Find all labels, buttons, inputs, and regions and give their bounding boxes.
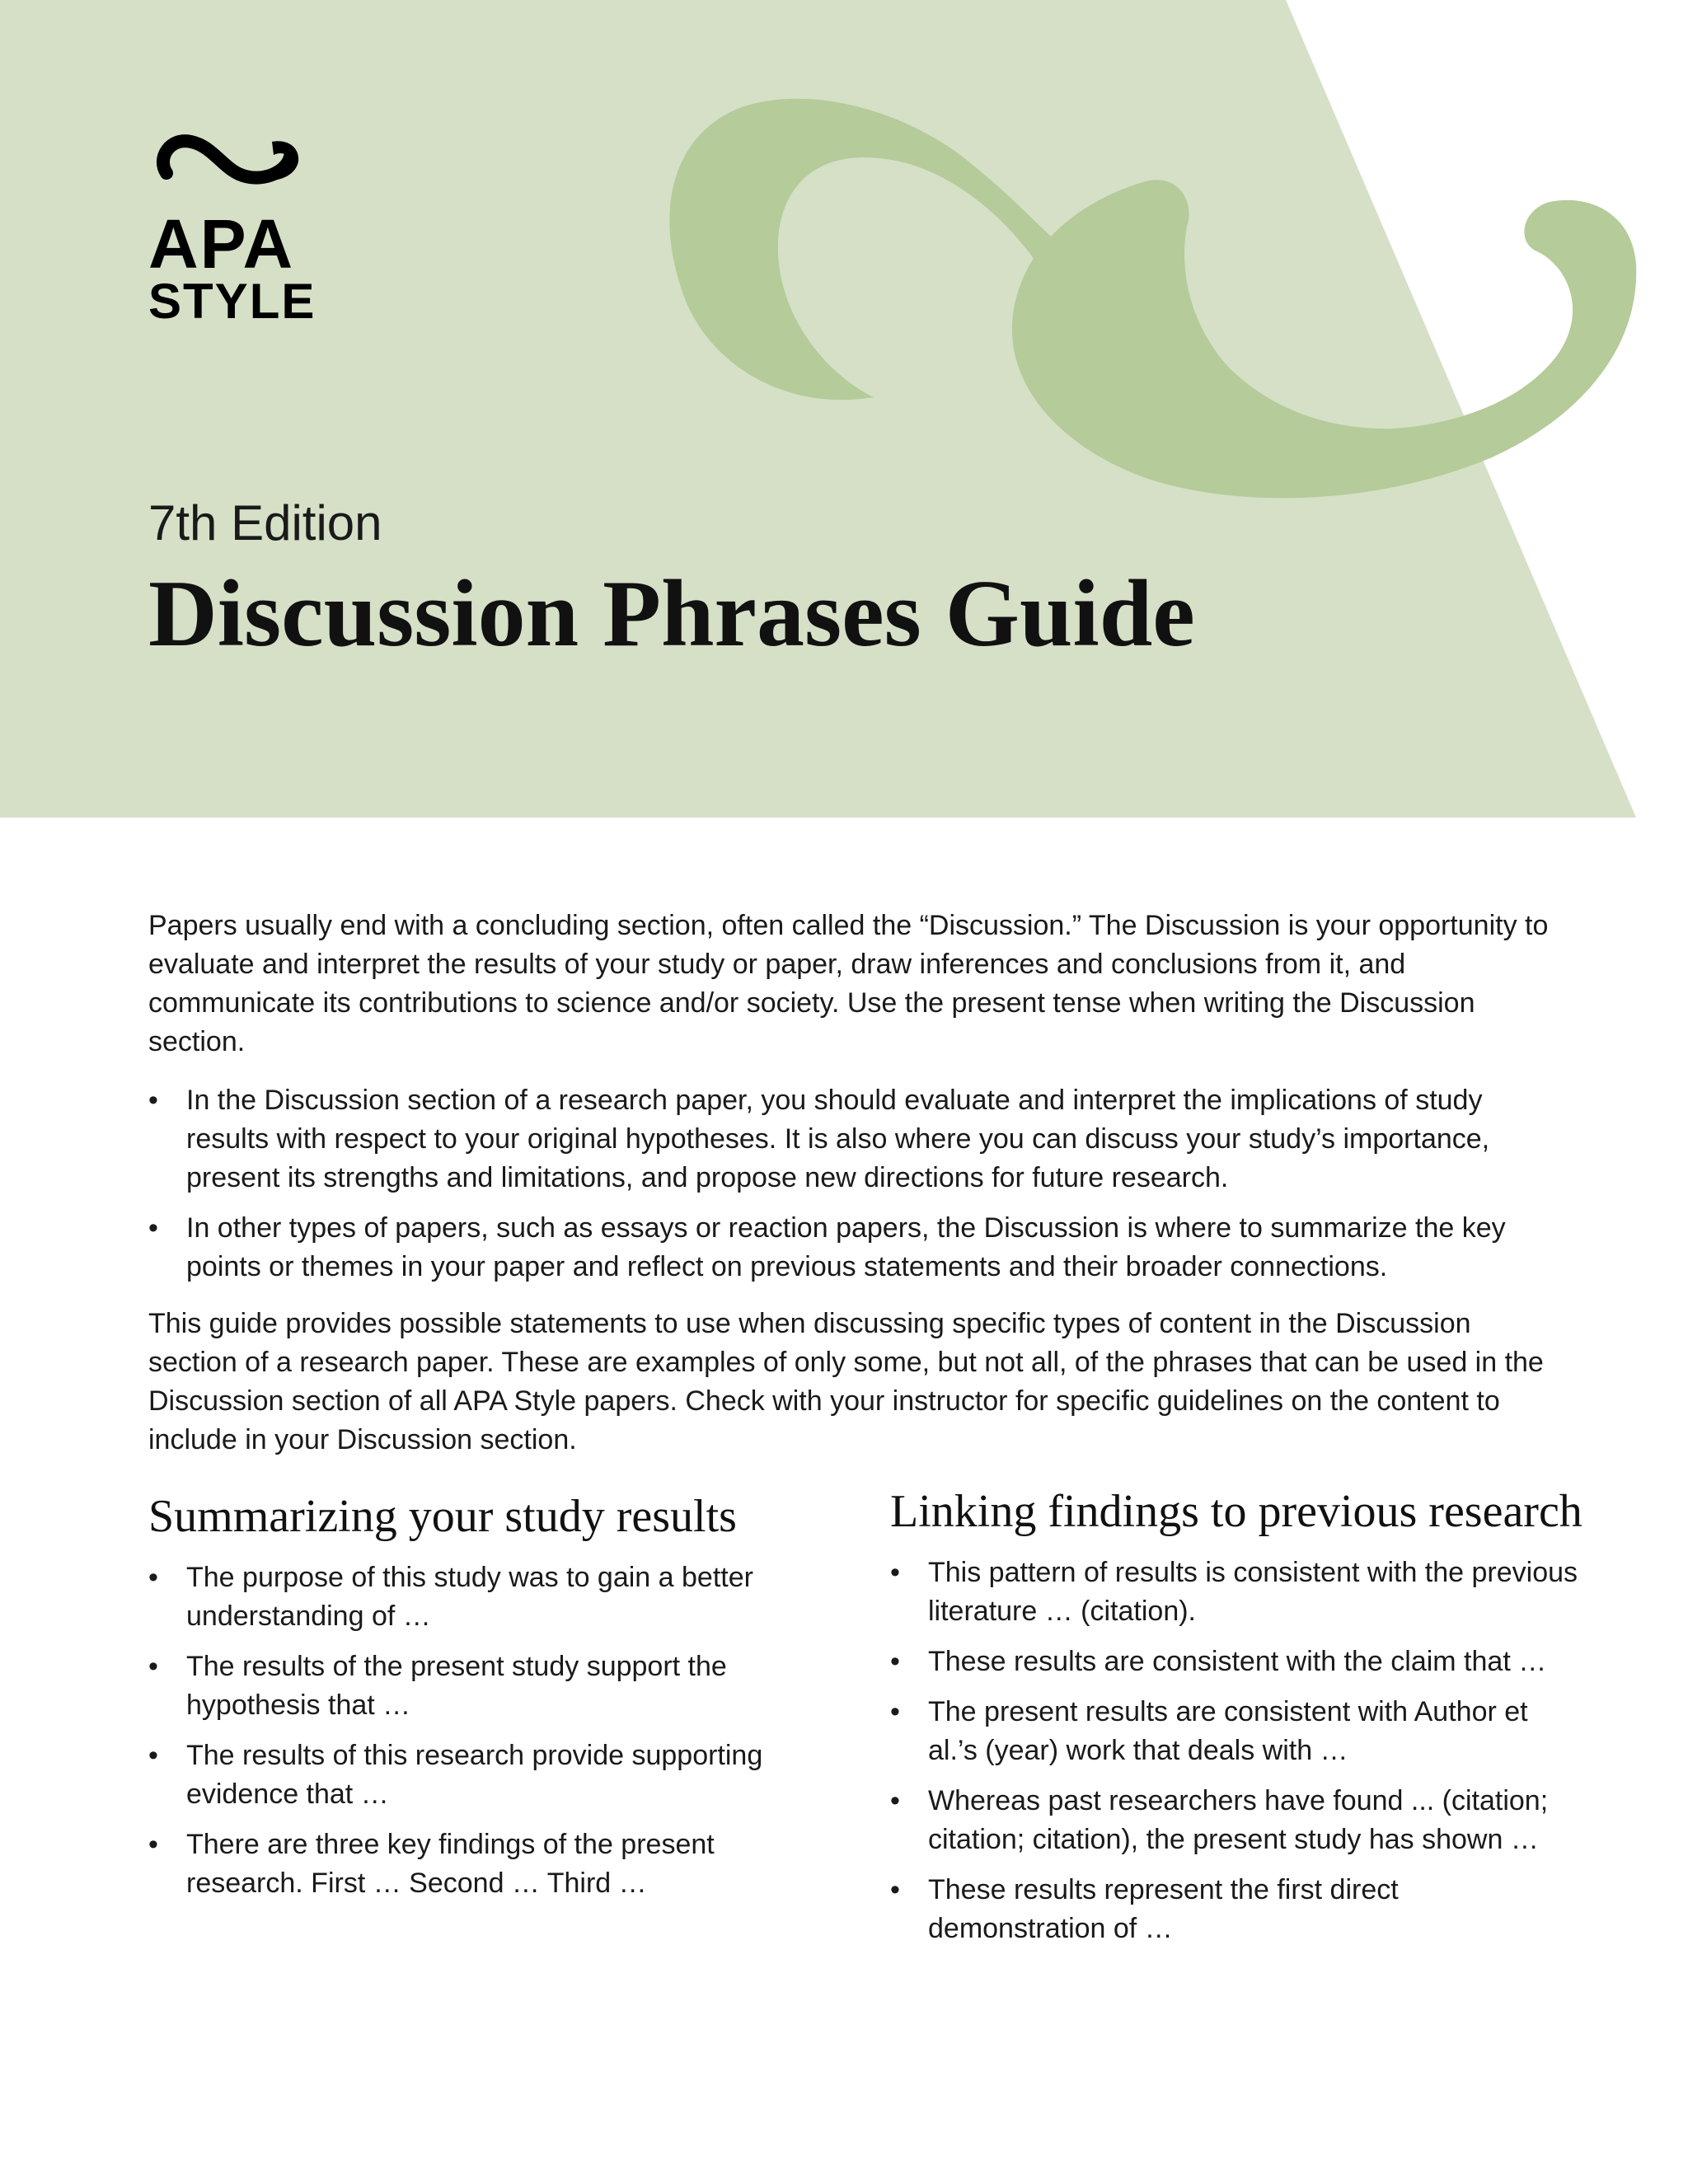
list-item: • In the Discussion section of a research paper, you should evaluate and interpret the implications of study results with respect to your original hypotheses. It is also where you can discuss your study’s importance, present its strengths and limitations, and propose new directions for future research.	[148, 1081, 1550, 1197]
section-heading: Linking findings to previous research	[890, 1486, 1582, 1537]
list-item: • The purpose of this study was to gain a better understanding of …	[148, 1558, 791, 1636]
apa-swirl-icon	[148, 124, 302, 198]
guide-paragraph: This guide provides possible statements to use when discussing specific types of content in the Discussion section of a research paper. These are examples of only some, but not all, of the phrases that can be used in the Discussion section of all APA Style papers. Check with your instructor for specific guidelines on the content to include in your Discussion section.	[148, 1308, 1544, 1455]
intro-paragraph: Papers usually end with a concluding section, often called the “Discussion.” The Discussion is your opportunity to evaluate and interpret the results of your study or paper, draw inferences and conclusions from it, and communicate its contributions to science and/or society. Use the present tense when writing the Discussion section.	[148, 910, 1549, 1057]
list-item: • The present results are consistent with Author et al.’s (year) work that deals with …	[890, 1693, 1582, 1770]
page-title: Discussion Phrases Guide	[148, 561, 1195, 667]
list-item: • Whereas past researchers have found ... (citation; citation; citation), the present study has shown …	[890, 1782, 1582, 1859]
section-linking	[890, 1488, 1582, 1960]
phrase-list	[148, 1558, 791, 1903]
list-item: • This pattern of results is consistent with the previous literature … (citation).	[890, 1554, 1582, 1631]
section-heading: Summarizing your study results	[148, 1491, 737, 1542]
intro-bullet-list	[148, 1081, 1550, 1286]
apa-style-logo	[148, 124, 316, 329]
phrase-list	[890, 1554, 1582, 1948]
logo-text-apa: APA	[148, 205, 295, 283]
list-item: • The results of this research provide supporting evidence that …	[148, 1736, 791, 1814]
edition-label: 7th Edition	[148, 495, 382, 551]
logo-text-style: STYLE	[148, 274, 316, 329]
intro-section	[148, 907, 1550, 1460]
list-item: • These results are consistent with the claim that …	[890, 1643, 1582, 1681]
section-summarizing	[148, 1488, 791, 1915]
list-item: • The results of the present study support the hypothesis that …	[148, 1647, 791, 1725]
list-item: • There are three key findings of the present research. First … Second … Third …	[148, 1825, 791, 1903]
list-item: • These results represent the first direct demonstration of …	[890, 1871, 1582, 1948]
list-item: • In other types of papers, such as essays or reaction papers, the Discussion is where to summarize the key points or themes in your paper and reflect on previous statements and their broader connections.	[148, 1209, 1550, 1286]
